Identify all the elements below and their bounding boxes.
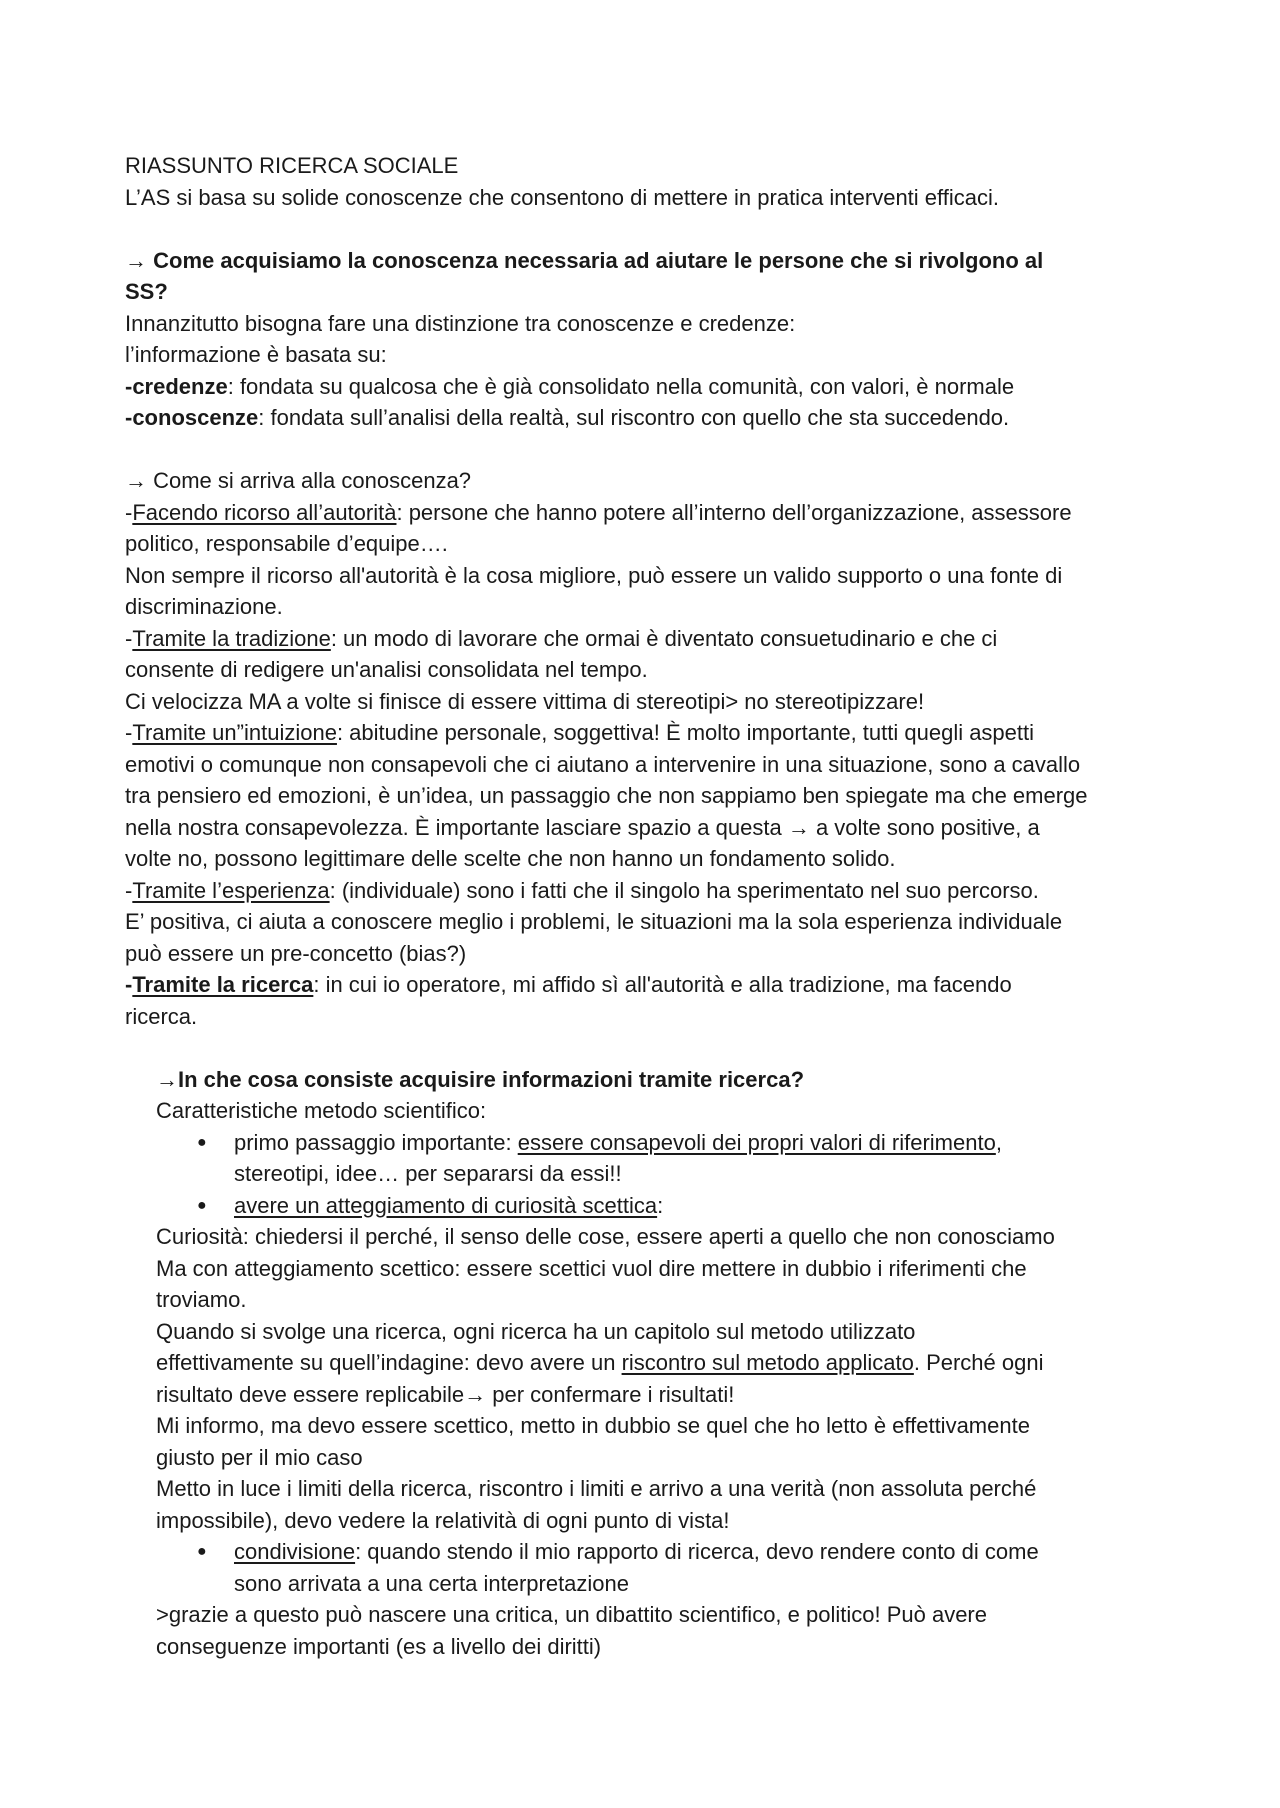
item-text: : (657, 1192, 664, 1218)
item-text: : abitudine personale, soggettiva! È molto importante, tutti quegli aspetti (336, 720, 1035, 745)
term-curiosita-scettica: avere un atteggiamento di curiosità scettica (234, 1192, 658, 1218)
paragraph-line: troviamo. (156, 1287, 247, 1312)
item-text: : in cui io operatore, mi affido sì all'autorità e alla tradizione, ma facendo (313, 972, 1012, 997)
term-condivisione: condivisione (234, 1539, 356, 1564)
term-credenze: -credenze (125, 373, 228, 399)
paragraph-line: Ma con atteggiamento scettico: essere scettici vuol dire mettere in dubbio i riferimenti che (156, 1255, 1027, 1281)
item-text: : quando stendo il mio rapporto di ricerca, devo rendere conto di come (355, 1539, 1039, 1564)
item-text: : (individuale) sono i fatti che il singolo ha sperimentato nel suo percorso. (329, 877, 1039, 903)
dash: - (125, 720, 133, 745)
dash: - (125, 499, 133, 525)
paragraph-line: politico, responsabile d’equipe…. (125, 531, 448, 556)
dash: - (125, 877, 133, 903)
item-autorita (125, 497, 1185, 529)
bullet-item-condivisione (125, 1536, 1185, 1568)
spacer (125, 434, 1185, 466)
question-heading-3: →In che cosa consiste acquisire informazioni tramite ricerca? (156, 1066, 805, 1092)
item-ricerca (125, 969, 1185, 1001)
bullet-icon: ● (197, 1196, 207, 1214)
paragraph-line: discriminazione. (125, 594, 283, 619)
spacer (125, 213, 1185, 245)
paragraph-line: tra pensiero ed emozioni, è un’idea, un passaggio che non sappiamo ben spiegate ma che emerge (125, 783, 1088, 808)
term-consapevoli: essere consapevoli dei propri valori di riferimento (517, 1129, 996, 1155)
term-intuizione: Tramite un”intuizione (132, 720, 337, 745)
paragraph-line: Ci velocizza MA a volte si finisce di essere vittima di stereotipi> no stereotipizzare! (125, 688, 925, 714)
definition-text: : fondata sull’analisi della realtà, sul riscontro con quello che sta succedendo. (258, 405, 1010, 430)
definition-credenze (125, 371, 1185, 403)
paragraph-line: l’informazione è basata su: (125, 342, 387, 367)
dash: - (125, 625, 133, 651)
paragraph-line: ricerca. (125, 1003, 198, 1029)
bullet-icon: ● (197, 1543, 207, 1560)
paragraph-line: può essere un pre-concetto (bias?) (125, 940, 467, 966)
paragraph-line: conseguenze importanti (es a livello dei diritti) (156, 1633, 602, 1659)
item-intuizione (125, 717, 1185, 749)
question-heading-1: → Come acquisiamo la conoscenza necessaria ad aiutare le persone che si rivolgono al (125, 247, 1044, 273)
term-esperienza: Tramite l’esperienza (132, 877, 330, 903)
paragraph-line: Curiosità: chiedersi il perché, il senso delle cose, essere aperti a quello che non conosciamo (156, 1224, 1055, 1249)
paragraph-line: Non sempre il ricorso all'autorità è la cosa migliore, può essere un valido supporto o una fonte di (125, 562, 1063, 588)
paragraph-line: consente di redigere un'analisi consolidata nel tempo. (125, 657, 648, 682)
spacer (125, 1032, 1185, 1064)
paragraph-line: risultato deve essere replicabile→ per confermare i risultati! (156, 1381, 735, 1407)
bullet-item-cont: sono arrivata a una certa interpretazione (234, 1570, 630, 1596)
paragraph-line-metodo (125, 1347, 1185, 1379)
bullet-item-cont: stereotipi, idee… per separarsi da essi!! (234, 1161, 622, 1186)
paragraph-line: giusto per il mio caso (156, 1444, 363, 1470)
dash: - (125, 972, 133, 997)
item-text: , (995, 1129, 1002, 1155)
paragraph-line: nella nostra consapevolezza. È importante lasciare spazio a questa → a volte sono positive, a (125, 814, 1040, 840)
paragraph-line: Metto in luce i limiti della ricerca, riscontro i limiti e arrivo a una verità (non assoluta perché (156, 1476, 1037, 1501)
document-title: RIASSUNTO RICERCA SOCIALE (125, 153, 459, 178)
item-text: primo passaggio importante: (234, 1129, 518, 1155)
item-text: : persone che hanno potere all’interno dell’organizzazione, assessore (396, 499, 1072, 525)
paragraph-line: E’ positiva, ci aiuta a conoscere meglio i problemi, le situazioni ma la sola esperienza individuale (125, 909, 1063, 934)
term-conoscenze: -conoscenze (125, 405, 259, 430)
paragraph-line: impossibile), devo vedere la relatività di ogni punto di vista! (156, 1507, 730, 1533)
item-text: . Perché ogni (913, 1350, 1044, 1375)
intro-text: L’AS si basa su solide conoscenze che consentono di mettere in pratica interventi efficaci. (125, 184, 999, 210)
bullet-icon: ● (197, 1133, 207, 1151)
paragraph-line: >grazie a questo può nascere una critica, un dibattito scientifico, e politico! Può avere (156, 1602, 987, 1627)
term-ricerca: Tramite la ricerca (132, 972, 314, 997)
item-tradizione (125, 623, 1185, 655)
item-text: effettivamente su quell’indagine: devo avere un (156, 1350, 622, 1375)
term-autorita: Facendo ricorso all’autorità (132, 499, 397, 525)
bullet-item-curiosita (125, 1190, 1185, 1222)
paragraph-line: volte no, possono legittimare delle scelte che non hanno un fondamento solido. (125, 846, 896, 871)
section-heading-metodo: Caratteristiche metodo scientifico: (156, 1098, 487, 1123)
question-heading-1-cont: SS? (125, 279, 168, 304)
definition-conoscenze (125, 402, 1185, 434)
item-esperienza (125, 875, 1185, 907)
paragraph-line: Quando si svolge una ricerca, ogni ricerca ha un capitolo sul metodo utilizzato (156, 1318, 916, 1344)
item-text: : un modo di lavorare che ormai è diventato consuetudinario e che ci (330, 625, 998, 651)
term-tradizione: Tramite la tradizione (132, 625, 331, 651)
question-heading-2: → Come si arriva alla conoscenza? (125, 468, 472, 493)
bullet-item-consapevoli (125, 1127, 1185, 1159)
paragraph-line: Innanzitutto bisogna fare una distinzione tra conoscenze e credenze: (125, 310, 796, 336)
definition-text: : fondata su qualcosa che è già consolidato nella comunità, con valori, è normale (227, 373, 1015, 399)
paragraph-line: Mi informo, ma devo essere scettico, metto in dubbio se quel che ho letto è effettivamente (156, 1413, 1030, 1438)
paragraph-line: emotivi o comunque non consapevoli che ci aiutano a intervenire in una situazione, sono a cavallo (125, 751, 1081, 777)
document-body (125, 150, 1185, 1662)
term-riscontro-metodo: riscontro sul metodo applicato (621, 1350, 914, 1375)
